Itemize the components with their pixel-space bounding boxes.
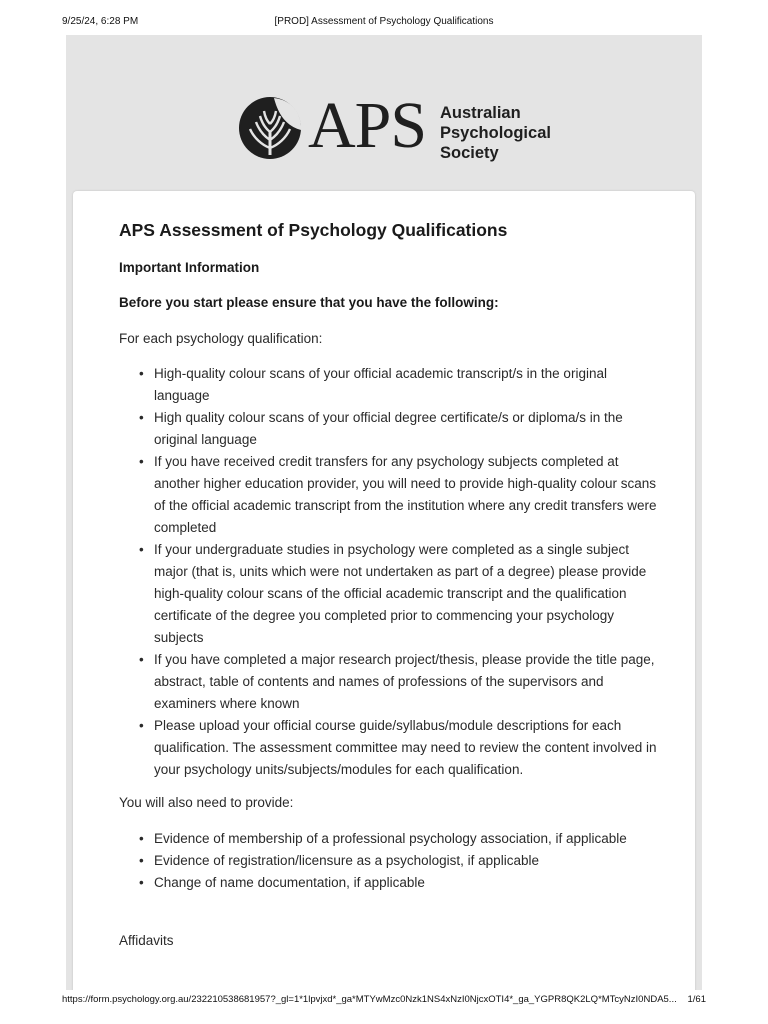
list-item: • Change of name documentation, if applicable <box>119 872 659 894</box>
logo-acronym: APS <box>308 89 427 162</box>
important-heading: Important Information <box>119 260 260 275</box>
for-each-label: For each psychology qualification: <box>119 331 323 346</box>
print-footer <box>62 994 706 1008</box>
logo-name-line: Psychological <box>440 124 551 142</box>
also-provide-label: You will also need to provide: <box>119 795 294 810</box>
print-header <box>62 16 706 30</box>
list-item: • High-quality colour scans of your official academic transcript/s in the original language <box>119 363 659 407</box>
list-item: • Evidence of membership of a professional psychology association, if applicable <box>119 828 659 850</box>
list-item: • If your undergraduate studies in psychology were completed as a single subject major (that is, units which were not undertaken as part of a degree) please provide high-quality colour scans of the official academic transcript and the qualification certificate of the degree you completed prior to commencing your psychology subjects <box>119 539 659 649</box>
qualification-requirements-list <box>119 363 659 781</box>
page-number: 1/61 <box>687 994 706 1005</box>
list-item: • Evidence of registration/licensure as a psychologist, if applicable <box>119 850 659 872</box>
additional-documents-list <box>119 828 659 894</box>
logo-name-line: Australian <box>440 104 521 122</box>
print-url: https://form.psychology.org.au/232210538681957?_gl=1*1lpvjxd*_ga*MTYwMzc0Nzk1NS4xNzI0NjcxOTI4*_ga_YGPR8QK2LQ*MTcyNzI0NDA5... <box>62 994 677 1005</box>
list-item: • High quality colour scans of your official degree certificate/s or diploma/s in the original language <box>119 407 659 451</box>
form-frame <box>66 35 702 990</box>
affidavits-heading: Affidavits <box>119 933 174 948</box>
print-title: [PROD] Assessment of Psychology Qualifications <box>274 16 494 27</box>
list-item: • If you have received credit transfers for any psychology subjects completed at another higher education provider, you will need to provide high-quality colour scans of the official academic transcript from the institution where any credit transfers were completed <box>119 451 659 539</box>
list-item: • If you have completed a major research project/thesis, please provide the title page, abstract, table of contents and names of professions of the supervisors and examiners where known <box>119 649 659 715</box>
logo-name-line: Society <box>440 144 499 162</box>
before-start-heading: Before you start please ensure that you have the following: <box>119 295 499 310</box>
print-date: 9/25/24, 6:28 PM <box>62 16 139 27</box>
aps-leaf-logo-icon <box>234 92 306 162</box>
list-item: • Please upload your official course guide/syllabus/module descriptions for each qualification. The assessment committee may need to review the content involved in your psychology units/subjects/modules for each qualification. <box>119 715 659 781</box>
aps-logo <box>234 89 551 162</box>
logo-society-name <box>440 103 551 163</box>
form-card <box>73 191 695 990</box>
form-title: APS Assessment of Psychology Qualifications <box>119 220 508 240</box>
